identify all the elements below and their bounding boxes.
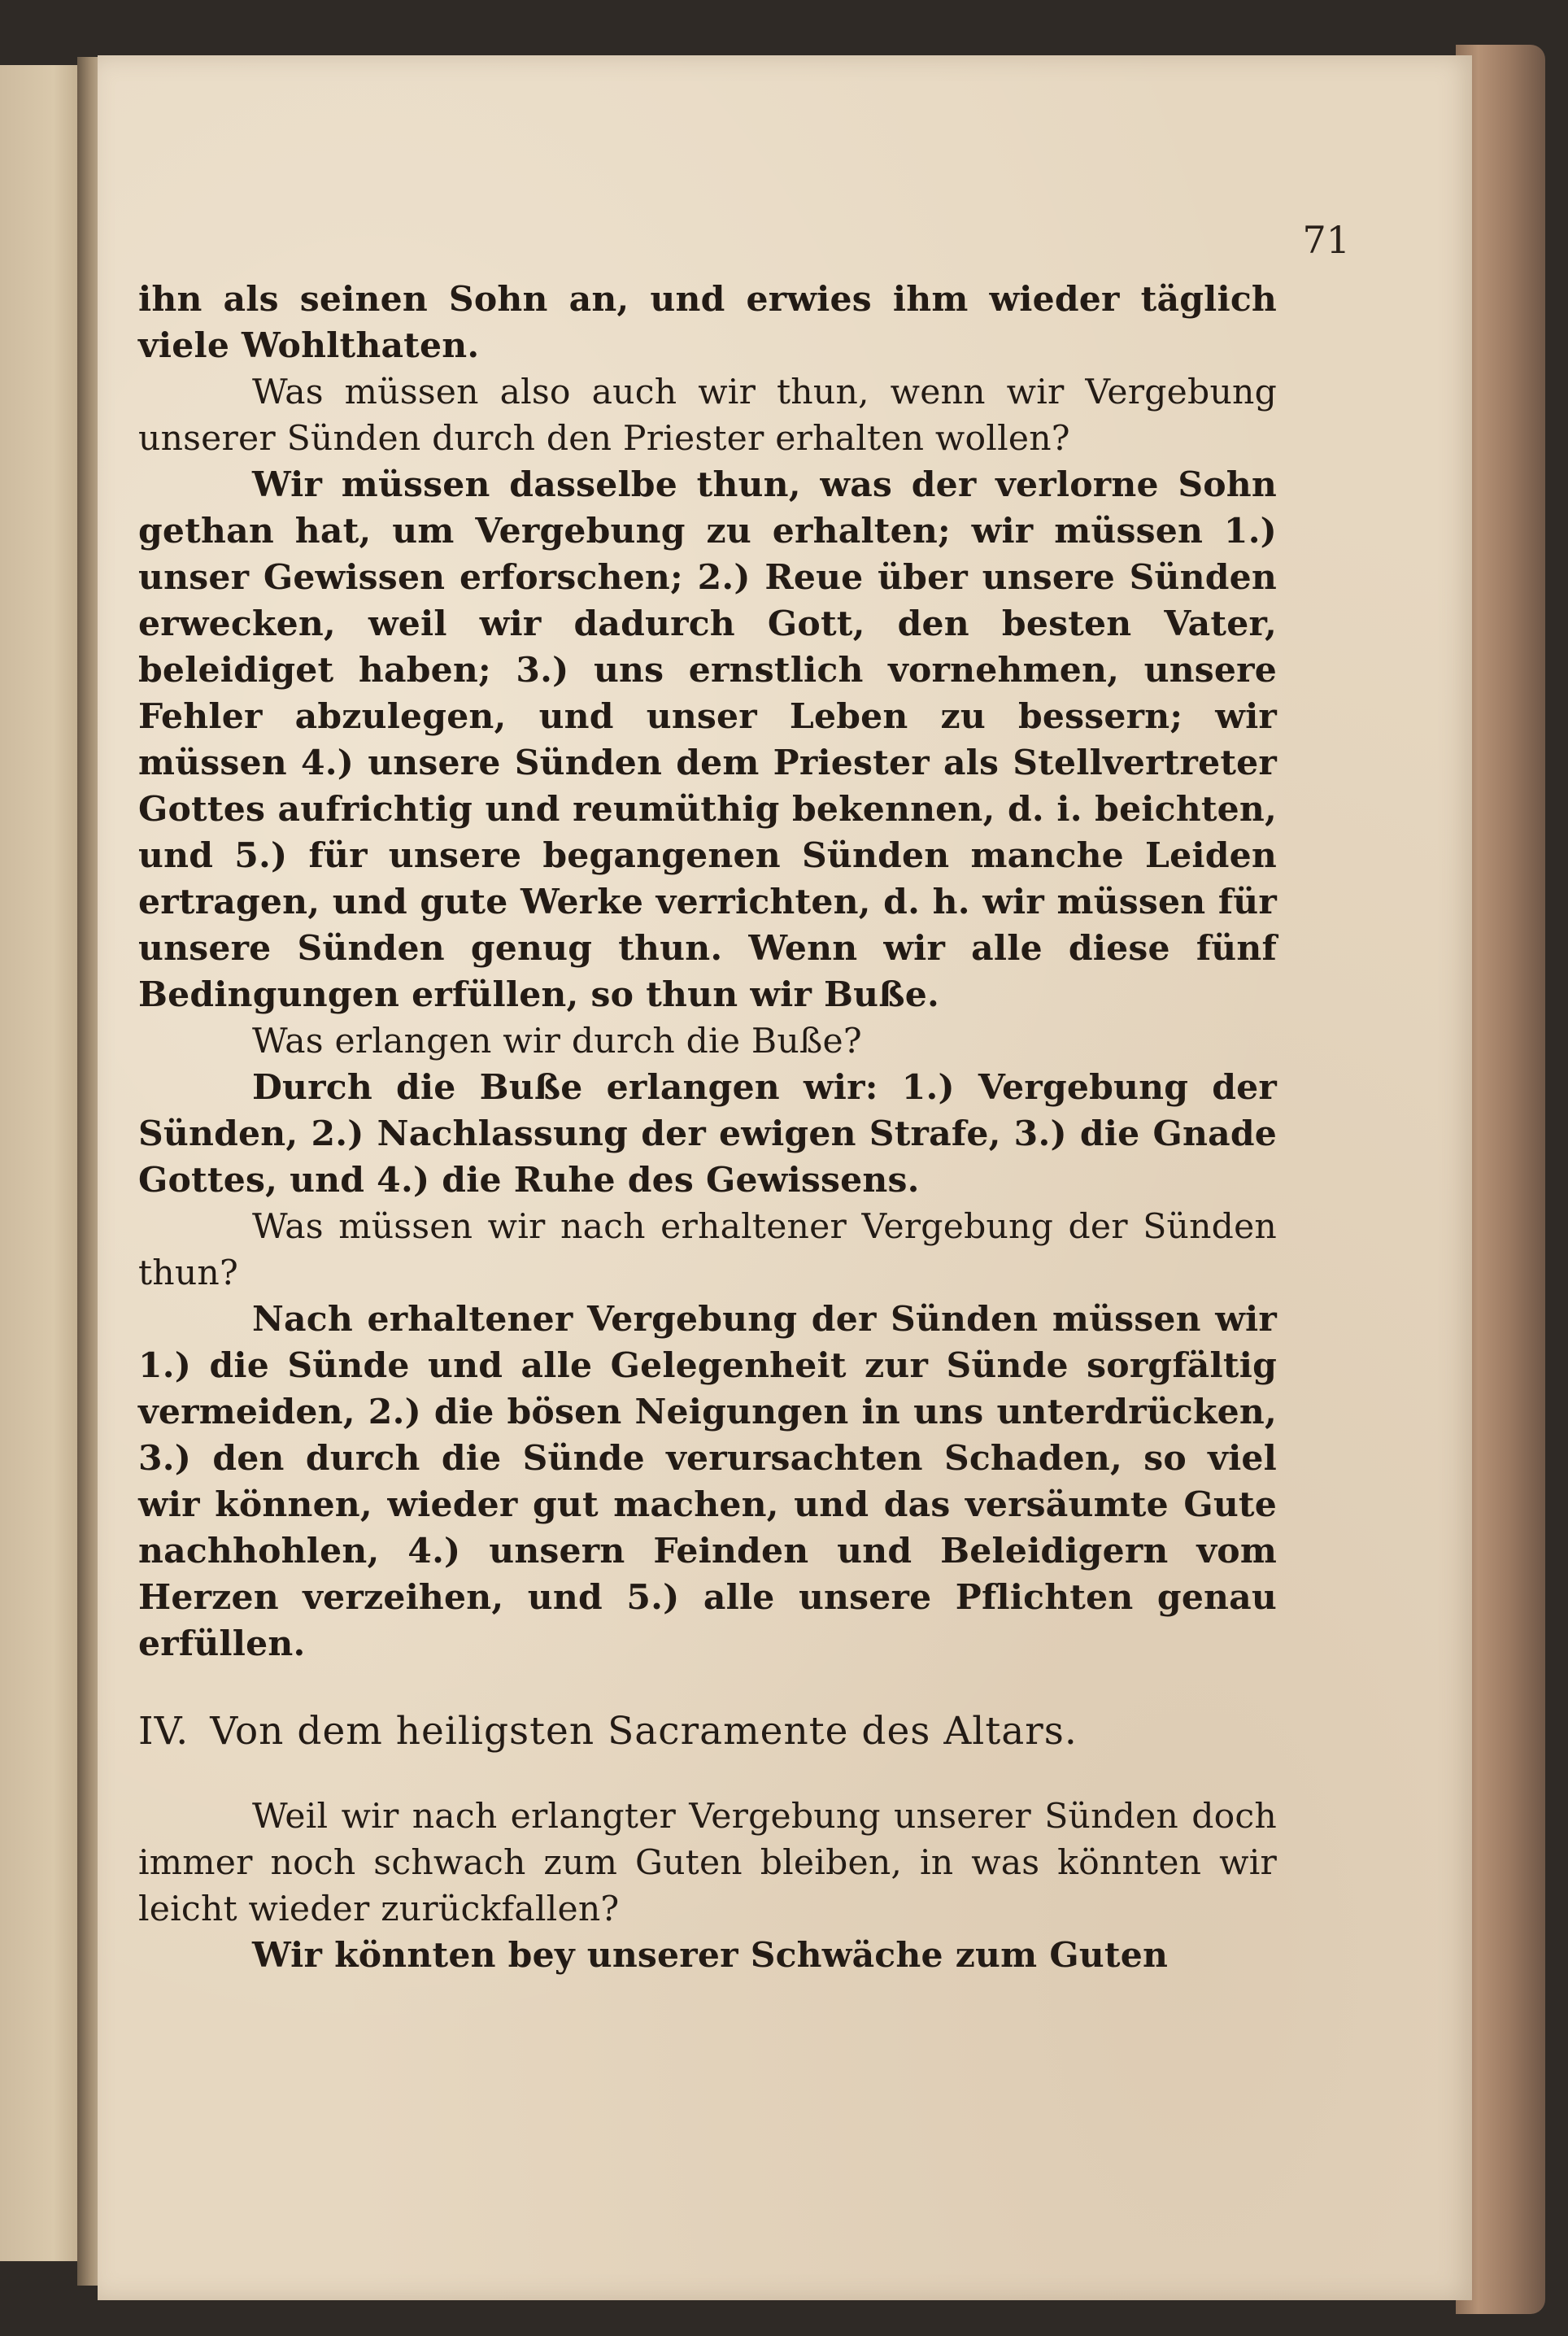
answer-paragraph: Wir müssen dasselbe thun, was der verlorne Sohn gethan hat, um Vergebung zu erhalten; wir müssen 1.) unser Gewissen erforschen; 2.) Reue über unsere Sünden erwecken, weil wir dadurch Gott, den besten Vater, beleidiget haben; 3.) uns ernstlich vornehmen, unsere Fehler abzulegen, und unser Leben zu bessern; wir müssen 4.) unsere Sünden dem Priester als Stellvertreter Gottes aufrichtig und reumüthig bekennen, d. i. beichten, und 5.) für unsere begangenen Sünden manche Leiden ertragen, und gute Werke verrichten, d. h. wir müssen für unsere Sünden genug thun. Wenn wir alle diese fünf Bedingungen erfüllen, so thun wir Buße. — [138, 464, 1277, 1015]
section-title: Von dem heiligsten Sacramente des Altars. — [210, 1709, 1078, 1754]
answer-paragraph: Nach erhaltener Vergebung der Sünden müssen wir 1.) die Sünde und alle Gelegenheit zur Sünde sorgfältig vermeiden, 2.) die bösen Neigungen in uns unterdrücken, 3.) den durch die Sünde verursachten Schaden, so viel wir können, wieder gut machen, und das versäumte Gute nachhohlen, 4.) unsern Feinden und Beleidigern vom Herzen verzeihen, und 5.) alle unsere Pflichten genau erfüllen. — [138, 1299, 1277, 1664]
section-heading — [138, 1708, 1277, 1754]
answer-paragraph: Durch die Buße erlangen wir: 1.) Vergebung der Sünden, 2.) Nachlassung der ewigen Strafe, 3.) die Gnade Gottes, und 4.) die Ruhe des Gewissens. — [138, 1067, 1277, 1201]
page-number: 71 — [1302, 218, 1350, 262]
question-paragraph: Was müssen wir nach erhaltener Vergebung der Sünden thun? — [138, 1207, 1277, 1293]
question-paragraph: Weil wir nach erlangter Vergebung unserer Sünden doch immer noch schwach zum Guten bleiben, in was könnten wir leicht wieder zurückfallen? — [138, 1797, 1277, 1929]
left-page-edge — [0, 65, 89, 2261]
answer-paragraph: Wir könnten bey unserer Schwäche zum Guten — [252, 1935, 1169, 1976]
page-text — [138, 277, 1277, 1979]
question-paragraph: Was müssen also auch wir thun, wenn wir Vergebung unserer Sünden durch den Priester erhalten wollen? — [138, 373, 1277, 459]
section-number: IV. — [138, 1709, 189, 1754]
paragraph-continuation: ihn als seinen Sohn an, und erwies ihm wieder täglich viele Wohlthaten. — [138, 279, 1277, 366]
question-paragraph: Was erlangen wir durch die Buße? — [252, 1022, 862, 1061]
